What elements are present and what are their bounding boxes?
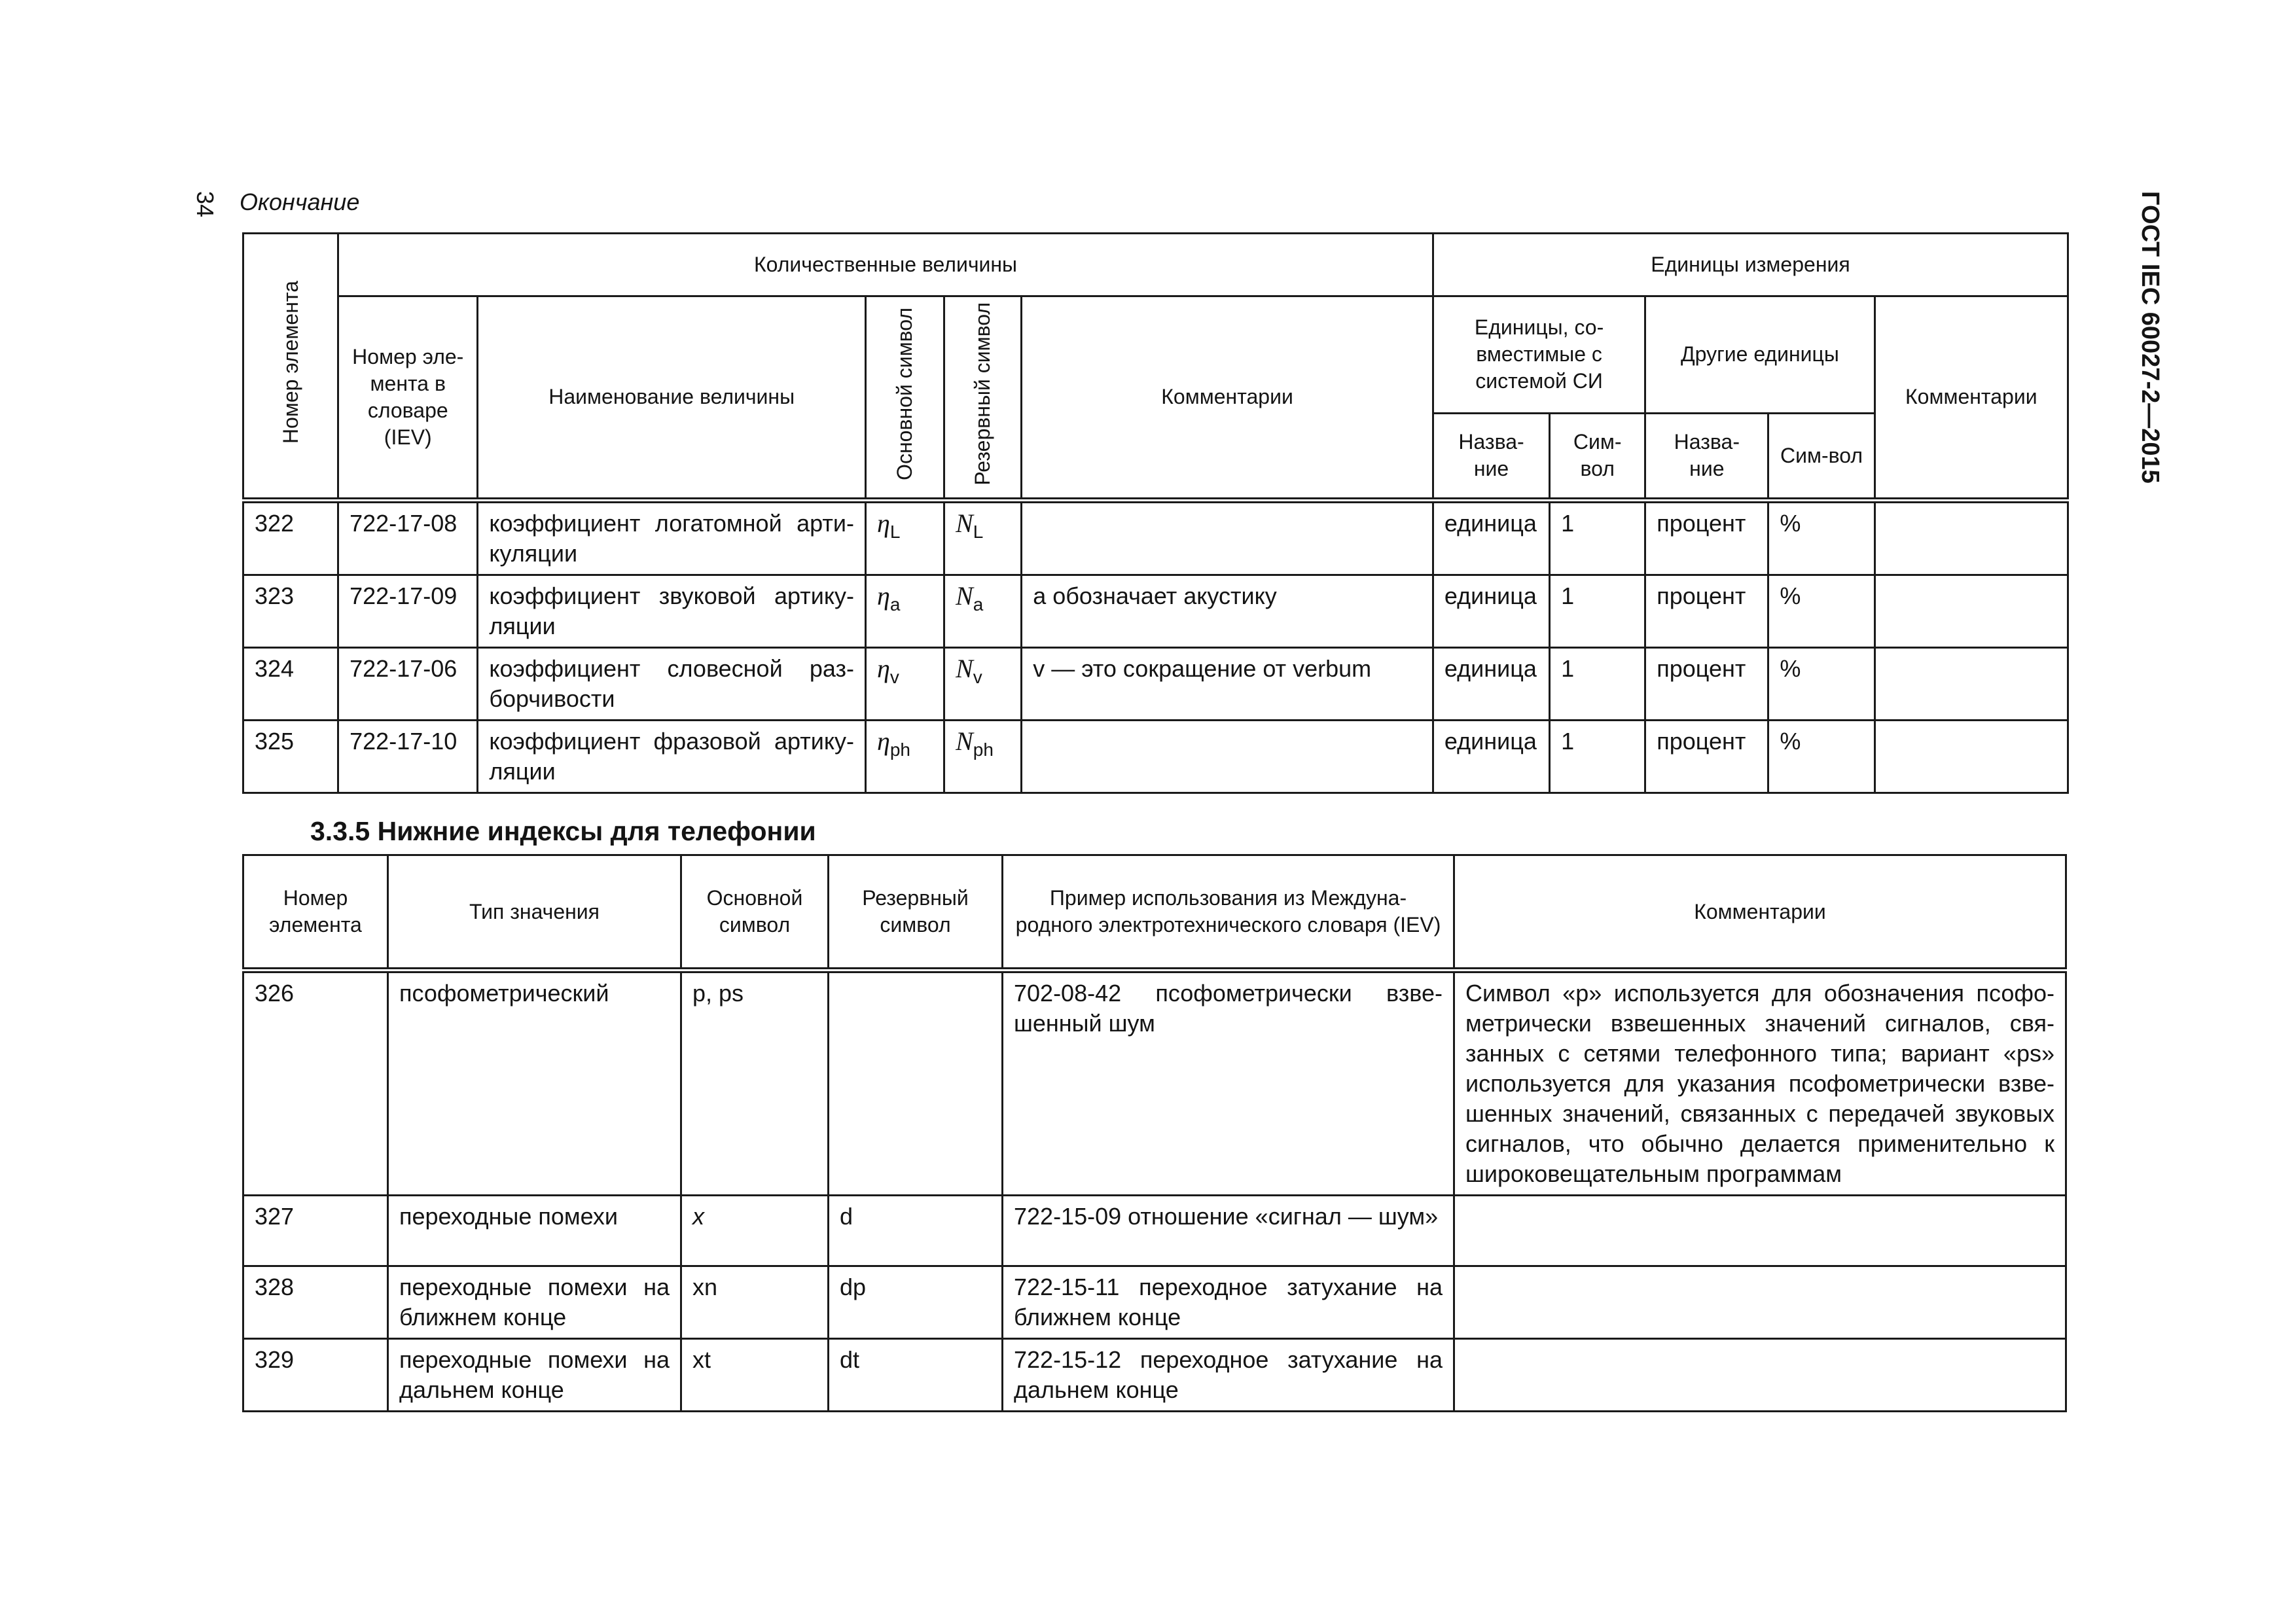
si-unit-name: единица xyxy=(1433,575,1549,647)
quantity-comment: a обозначает акустику xyxy=(1022,575,1433,647)
table-row xyxy=(243,971,2066,1196)
iev-number: 722-17-06 xyxy=(338,647,478,720)
quantity-comment xyxy=(1022,720,1433,793)
header-iev-example: Пример использования из Междуна-родного электротехнического словаря (IEV) xyxy=(1003,855,1454,971)
element-number: 327 xyxy=(243,1196,388,1266)
header-units: Единицы измерения xyxy=(1433,234,2068,296)
element-number: 322 xyxy=(243,500,338,575)
si-unit-symbol: 1 xyxy=(1550,647,1645,720)
si-unit-symbol: 1 xyxy=(1550,500,1645,575)
header-main-symbol: Основной символ xyxy=(681,855,829,971)
main-symbol: xn xyxy=(681,1266,829,1339)
table-row xyxy=(243,1196,2066,1266)
si-unit-name: единица xyxy=(1433,720,1549,793)
other-unit-symbol: % xyxy=(1768,720,1874,793)
quantity-name: коэффициент фразовой артику-ляции xyxy=(478,720,866,793)
comment xyxy=(1454,1196,2066,1266)
main-symbol: $\eta_v$ xyxy=(865,647,944,720)
iev-example: 722-15-09 отношение «сигнал — шум» xyxy=(1003,1196,1454,1266)
other-unit-name: процент xyxy=(1645,500,1768,575)
section-title: 3.3.5 Нижние индексы для телефонии xyxy=(310,816,816,846)
reserve-symbol: dp xyxy=(829,1266,1003,1339)
si-unit-name: единица xyxy=(1433,647,1549,720)
header-comments: Комментарии xyxy=(1454,855,2066,971)
table-row xyxy=(243,1339,2066,1412)
reserve-symbol: $N_v$ xyxy=(944,647,1022,720)
header-reserve-symbol: Резервный символ xyxy=(829,855,1003,971)
element-number: 329 xyxy=(243,1339,388,1412)
header-si-name: Назва-ние xyxy=(1433,413,1549,500)
iev-example: 702-08-42 псофометрически взве-шенный шум xyxy=(1003,971,1454,1196)
header-si-units: Единицы, со-вместимые с системой СИ xyxy=(1433,296,1645,414)
element-number: 325 xyxy=(243,720,338,793)
continuation-label: Окончание xyxy=(240,188,360,215)
header-units-comments: Комментарии xyxy=(1874,296,2068,501)
header-value-type: Тип значения xyxy=(388,855,681,971)
header-other-name: Назва-ние xyxy=(1645,413,1768,500)
reserve-symbol: d xyxy=(829,1196,1003,1266)
other-unit-symbol: % xyxy=(1768,500,1874,575)
other-unit-name: процент xyxy=(1645,575,1768,647)
header-other-symbol: Сим-вол xyxy=(1768,413,1874,500)
element-number: 324 xyxy=(243,647,338,720)
header-element-number: Номер элемента xyxy=(243,234,338,501)
quantity-name: коэффициент звуковой артику-ляции xyxy=(478,575,866,647)
value-type: переходные помехи на дальнем конце xyxy=(388,1339,681,1412)
main-symbol: $\eta_L$ xyxy=(865,500,944,575)
si-unit-symbol: 1 xyxy=(1550,720,1645,793)
value-type: переходные помехи на ближнем конце xyxy=(388,1266,681,1339)
main-symbol: x xyxy=(681,1196,829,1266)
header-main-symbol: Основной символ xyxy=(865,296,944,501)
si-unit-name: единица xyxy=(1433,500,1549,575)
header-si-symbol: Сим-вол xyxy=(1550,413,1645,500)
table-row xyxy=(243,500,2068,575)
reserve-symbol xyxy=(829,971,1003,1196)
main-symbol: $\eta_a$ xyxy=(865,575,944,647)
comment: Символ «p» используется для обозначения псофо-метрически взвешенных значений сигналов, свя-занных с сетями телефонного типа; вариант «ps» используется для указания псофометрически взве-шенных значений, связанных с передачей звуковых сигналов, что обычно делается применительно к широковещательным программам xyxy=(1454,971,2066,1196)
header-iev-number: Номер эле-мента в словаре (IEV) xyxy=(338,296,478,501)
value-type: переходные помехи xyxy=(388,1196,681,1266)
quantity-comment: v — это сокращение от verbum xyxy=(1022,647,1433,720)
table-row xyxy=(243,647,2068,720)
quantity-name: коэффициент словесной раз-борчивости xyxy=(478,647,866,720)
header-other-units: Другие единицы xyxy=(1645,296,1874,414)
reserve-symbol: dt xyxy=(829,1339,1003,1412)
reserve-symbol: $N_{ph}$ xyxy=(944,720,1022,793)
main-symbol: $\eta_{ph}$ xyxy=(865,720,944,793)
header-element-number: Номер элемента xyxy=(243,855,388,971)
unit-comment xyxy=(1874,575,2068,647)
document-code: ГОСТ IEC 60027-2—2015 xyxy=(2136,191,2164,484)
other-unit-name: процент xyxy=(1645,720,1768,793)
iev-number: 722-17-10 xyxy=(338,720,478,793)
table-row xyxy=(243,720,2068,793)
main-symbol: xt xyxy=(681,1339,829,1412)
telephony-subscripts-table xyxy=(242,854,2067,1412)
reserve-symbol: $N_a$ xyxy=(944,575,1022,647)
unit-comment xyxy=(1874,500,2068,575)
comment xyxy=(1454,1339,2066,1412)
unit-comment xyxy=(1874,647,2068,720)
other-unit-symbol: % xyxy=(1768,647,1874,720)
comment xyxy=(1454,1266,2066,1339)
other-unit-symbol: % xyxy=(1768,575,1874,647)
other-unit-name: процент xyxy=(1645,647,1768,720)
reserve-symbol: $N_L$ xyxy=(944,500,1022,575)
header-quantities: Количественные величины xyxy=(338,234,1433,296)
element-number: 328 xyxy=(243,1266,388,1339)
element-number: 323 xyxy=(243,575,338,647)
si-unit-symbol: 1 xyxy=(1550,575,1645,647)
element-number: 326 xyxy=(243,971,388,1196)
value-type: псофометрический xyxy=(388,971,681,1196)
iev-number: 722-17-09 xyxy=(338,575,478,647)
page-number: 34 xyxy=(192,191,219,218)
main-symbol: p, ps xyxy=(681,971,829,1196)
table-row xyxy=(243,1266,2066,1339)
header-reserve-symbol: Резервный символ xyxy=(944,296,1022,501)
table-row xyxy=(243,575,2068,647)
header-quantity-name: Наименование величины xyxy=(478,296,866,501)
iev-example: 722-15-12 переходное затухание на дальнем конце xyxy=(1003,1339,1454,1412)
unit-comment xyxy=(1874,720,2068,793)
quantities-table xyxy=(242,232,2069,794)
iev-example: 722-15-11 переходное затухание на ближнем конце xyxy=(1003,1266,1454,1339)
iev-number: 722-17-08 xyxy=(338,500,478,575)
quantity-name: коэффициент логатомной арти-куляции xyxy=(478,500,866,575)
header-comments: Комментарии xyxy=(1022,296,1433,501)
quantity-comment xyxy=(1022,500,1433,575)
